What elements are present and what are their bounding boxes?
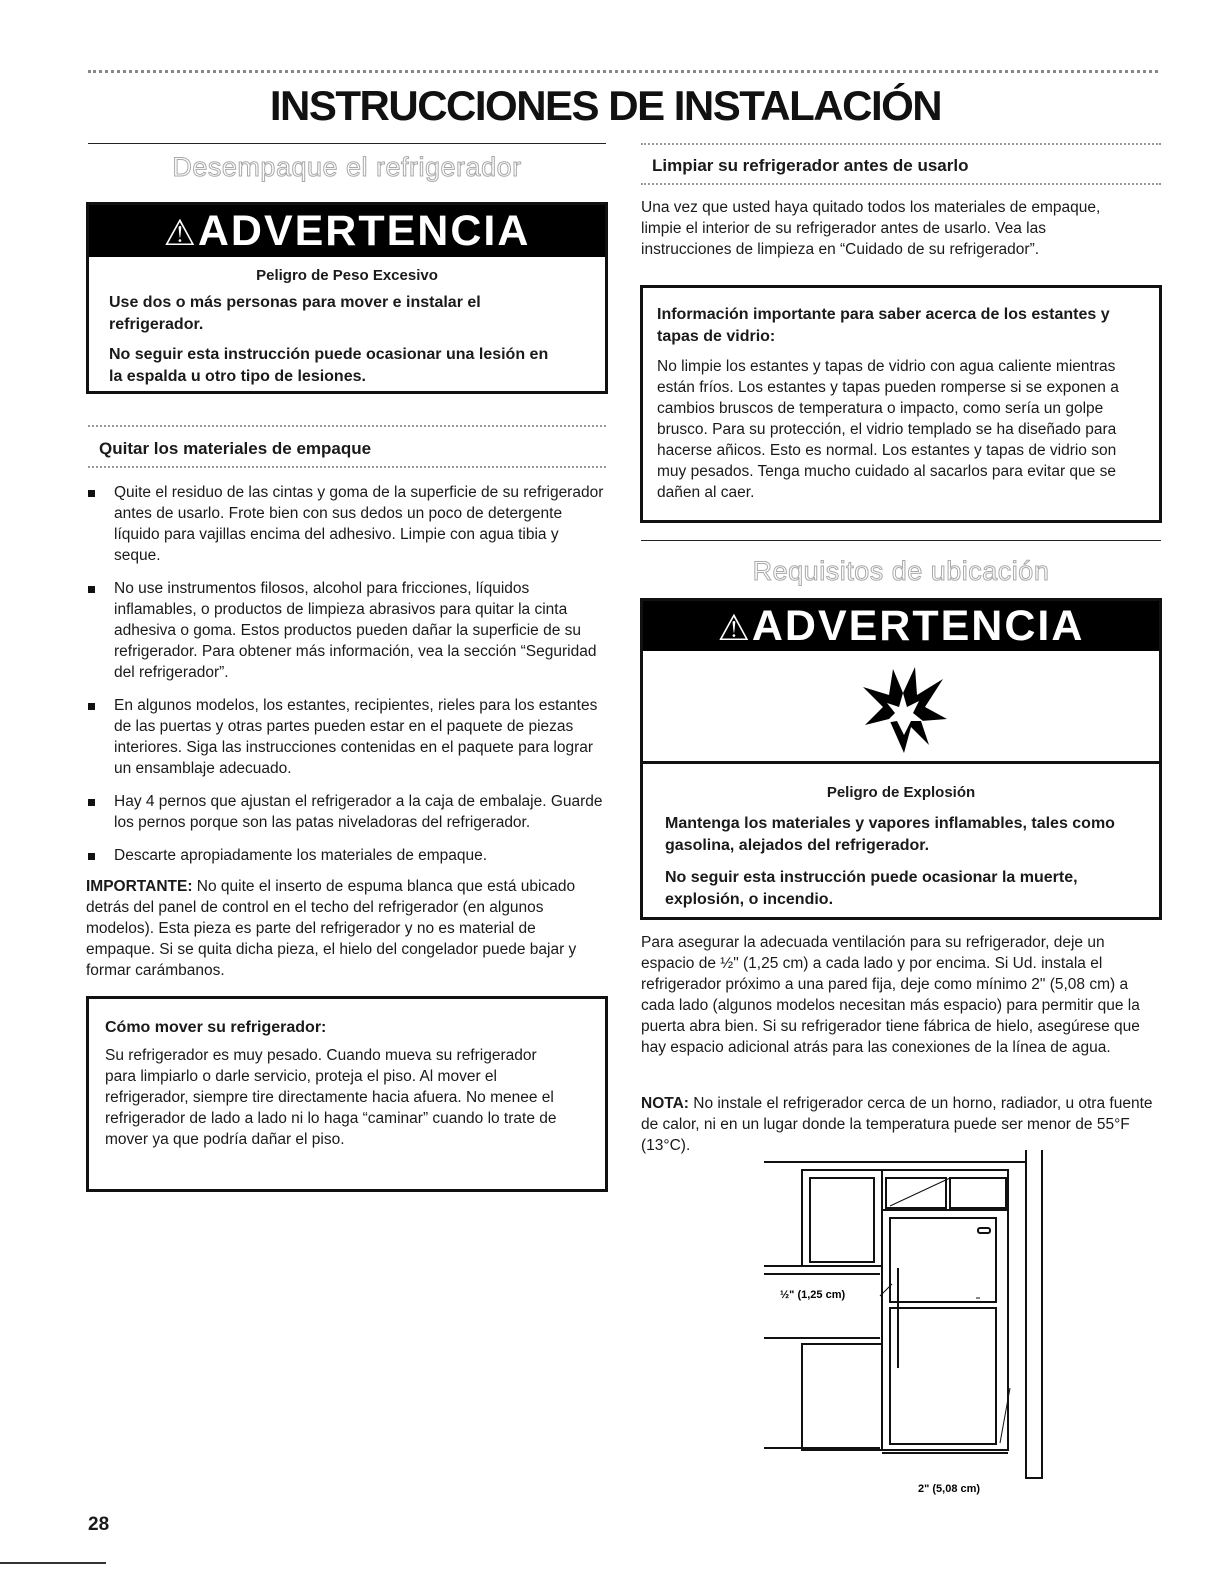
clean-paragraph: Una vez que usted haya quitado todos los materiales de empaque, limpie el interior de su refrigerador antes de usarlo. Vea las instrucciones de limpieza en “Cuidado de su refrigerador”. (641, 199, 1101, 258)
subhead-remove-packing: Quitar los materiales de empaque (99, 439, 372, 458)
list-item: Hay 4 pernos que ajustan el refrigerador a la caja de embalaje. Guarde los pernos porque son las patas niveladoras del refrigerador. (86, 791, 606, 833)
important-paragraph (86, 876, 606, 981)
clean-subhead-rule-bottom (641, 183, 1161, 185)
half-inch-label: ½" (1,25 cm) (780, 1289, 846, 1301)
section-title-location: Requisitos de ubicación (752, 556, 1050, 586)
two-inch-label: 2" (5,08 cm) (918, 1483, 981, 1495)
list-item: En algunos modelos, los estantes, recipientes, rieles para los estantes de las puertas y otras partes pueden estar en el paquete de piezas interiores. Siga las instrucciones contenidas en el paquete para lograr un ensamblaje adecuado. (86, 695, 606, 779)
warning-triangle-icon: ⚠ (717, 607, 752, 648)
move-box-text: Su refrigerador es muy pesado. Cuando mueva su refrigerador para limpiarlo o darle servicio, proteja el piso. Al mover el refrigerador, siempre tire directamente hacia afuera. No menee el refrigerador de lado a lado ni lo haga “caminar” cuando lo trate de mover ya que podría dañar el piso. (105, 1047, 557, 1148)
subhead-rule-top (88, 425, 606, 427)
explosion-icon (859, 665, 949, 755)
nota-text: No instale el refrigerador cerca de un horno, radiador, u otra fuente de calor, ni en un lugar donde la temperatura puede ser menor de 55°F (13°C). (641, 1095, 1153, 1154)
warning-line-2: No seguir esta instrucción puede ocasionar una lesión en la espalda u otro tipo de lesiones. (109, 346, 549, 385)
list-item: Descarte apropiadamente los materiales de empaque. (86, 845, 606, 866)
warning-banner (643, 601, 1159, 651)
clean-subhead-rule-top (641, 143, 1161, 145)
important-text: No quite el inserto de espuma blanca que está ubicado detrás del panel de control en el techo del refrigerador (en algunos modelos). Esta pieza es parte del refrigerador y no es material de empaque. Si se quita dicha pieza, el hielo del congelador puede bajar y formar carámbanos. (86, 878, 577, 979)
warning-triangle-icon: ⚠ (163, 212, 198, 253)
glass-shelves-box (640, 285, 1162, 523)
warning-banner-text: ADVERTENCIA (751, 602, 1085, 650)
move-refrigerator-box (86, 996, 608, 1192)
glass-box-title: Información importante para saber acerca de los estantes y tapas de vidrio: (657, 306, 1110, 345)
page-title: INSTRUCCIONES DE INSTALACIÓN (269, 82, 942, 129)
glass-box-text: No limpie los estantes y tapas de vidrio con agua caliente mientras están fríos. Los estantes y tapas pueden romperse si se exponen a cambios bruscos de temperatura o impacto, como sería un golpe brusco. Para su protección, el vidrio templado se ha diseñado para hacerse añicos. Esto es normal. Los estantes y tapas de vidrio son muy pesados. Tenga mucho cuidado al sacarlos para evitar que se dañen al caer. (657, 358, 1119, 501)
bottom-rule (0, 1562, 106, 1564)
left-section-rule (88, 143, 606, 144)
warning-line-1: Mantenga los materiales y vapores inflamables, tales como gasolina, alejados del refrigerador. (665, 815, 1115, 854)
weight-warning-box (86, 202, 608, 394)
move-box-title: Cómo mover su refrigerador: (105, 1019, 327, 1036)
important-label: IMPORTANTE: (86, 878, 193, 895)
refrigerator-clearance-diagram (750, 1148, 1050, 1500)
page-number: 28 (88, 1514, 110, 1535)
warning-line-1: Use dos o más personas para mover e instalar el refrigerador. (109, 294, 481, 333)
warning-subtitle: Peligro de Peso Excesivo (256, 267, 438, 284)
warning-subtitle: Peligro de Explosión (826, 784, 976, 801)
list-item: No use instrumentos filosos, alcohol para fricciones, líquidos inflamables, o productos de limpieza abrasivos para quitar la cinta adhesiva o goma. Estos productos pueden dañar la superficie de su refrigerador. Para obtener más información, vea la sección “Seguridad del refrigerador”. (86, 578, 606, 683)
explosion-warning-box (640, 598, 1162, 920)
nota-label: NOTA: (641, 1095, 689, 1112)
warning-banner (89, 205, 605, 257)
subhead-clean: Limpiar su refrigerador antes de usarlo (652, 156, 969, 175)
warning-banner-text: ADVERTENCIA (197, 207, 531, 255)
explosion-symbol-panel (643, 651, 1159, 764)
nota-paragraph (641, 1093, 1157, 1156)
warning-line-2: No seguir esta instrucción puede ocasionar la muerte, explosión, o incendio. (665, 869, 1078, 908)
top-dotted-rule (88, 70, 1158, 73)
packing-bullet-list (86, 482, 606, 981)
list-item: Quite el residuo de las cintas y goma de la superficie de su refrigerador antes de usarlo. Frote bien con sus dedos un poco de detergente líquido para vajillas encima del adhesivo. Limpie con agua tibia y seque. (86, 482, 606, 566)
location-paragraph: Para asegurar la adecuada ventilación para su refrigerador, deje un espacio de ½" (1,25 cm) a cada lado y por encima. Si Ud. instala el refrigerador próximo a una pared fija, deje como mínimo 2" (5,08 cm) a cada lado (algunos modelos necesitan más espacio) para permitir que la puerta abra bien. Si su refrigerador tiene fábrica de hielo, asegúrese que hay espacio adicional atrás para las conexiones de la línea de agua. (641, 934, 1140, 1056)
section-title-unpack: Desempaque el refrigerador (172, 152, 522, 182)
subhead-rule-bottom (88, 466, 606, 468)
right-section-rule (641, 540, 1161, 541)
